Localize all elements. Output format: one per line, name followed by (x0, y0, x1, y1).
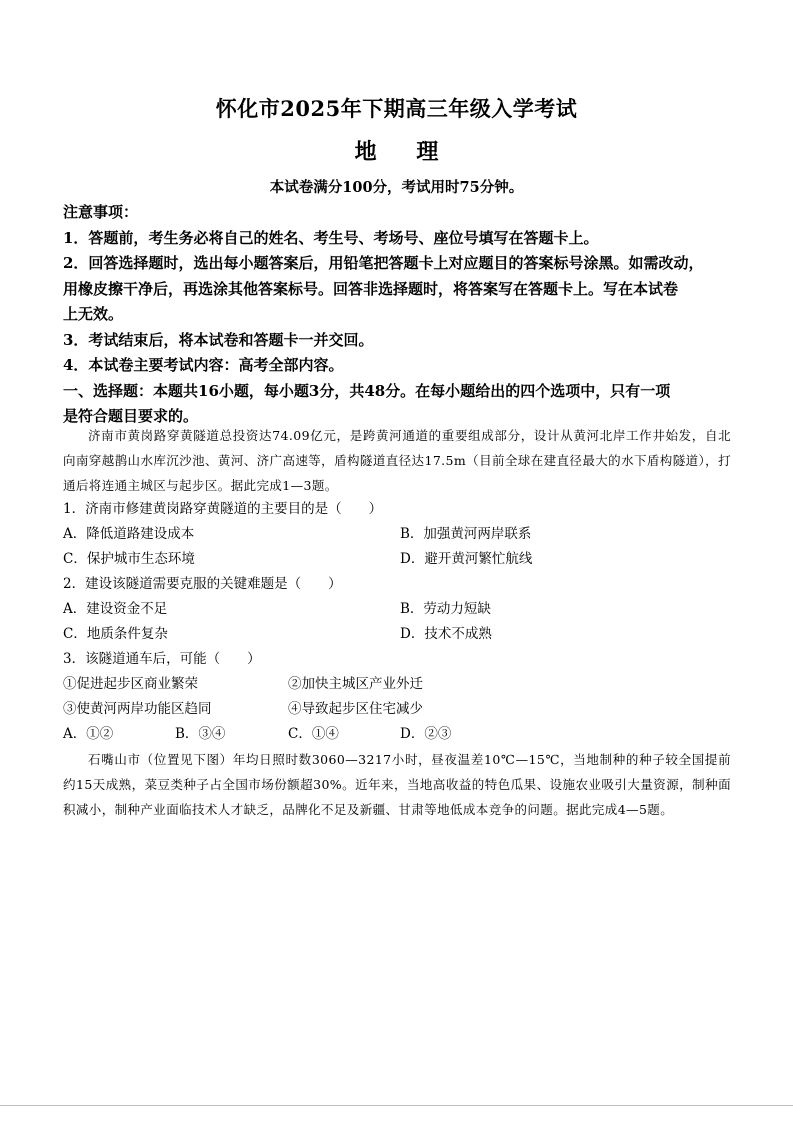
question-1-stem: 1．济南市修建黄岗路穿黄隧道的主要目的是（ ） (63, 501, 383, 517)
question-2-option-d: D．技术不成熟 (400, 626, 492, 642)
question-3-option-d: D．②③ (400, 726, 452, 742)
section-heading-cont: 是符合题目要求的。 (63, 407, 199, 425)
question-2-stem: 2．建设该隧道需要克服的关键难题是（ ） (63, 576, 342, 592)
question-3-stem: 3．该隧道通车后，可能（ ） (63, 651, 261, 667)
question-2-option-c: C．地质条件复杂 (63, 626, 168, 642)
question-3-option-b: B．③④ (175, 726, 226, 742)
question-3-statement-2: ②加快主城区产业外迁 (288, 676, 423, 692)
question-2-option-b: B．劳动力短缺 (400, 601, 491, 617)
question-1-option-b: B．加强黄河两岸联系 (400, 526, 532, 542)
instruction-line: 上无效。 (63, 305, 124, 323)
question-3-statement-3: ③使黄河两岸功能区趋同 (63, 701, 212, 717)
exam-title: 怀化市2025年下期高三年级入学考试 (215, 96, 578, 121)
subject-title: 地 理 (354, 139, 455, 165)
exam-info: 本试卷满分100分，考试用时75分钟。 (269, 179, 524, 196)
question-1-option-a: A．降低道路建设成本 (63, 526, 195, 542)
footer-divider (0, 1105, 793, 1106)
instruction-line: 2．回答选择题时，选出每小题答案后，用铅笔把答题卡上对应题目的答案标号涂黑。如需改动， (63, 254, 704, 272)
instruction-line: 1．答题前，考生务必将自己的姓名、考生号、考场号、座位号填写在答题卡上。 (63, 228, 599, 247)
question-3-statement-1: ①促进起步区商业繁荣 (63, 676, 198, 692)
instruction-line: 4．本试卷主要考试内容：高考全部内容。 (63, 356, 344, 374)
passage-1: 济南市黄岗路穿黄隧道总投资达74.09亿元，是跨黄河通道的重要组成部分，设计从黄河北岸工作井始发，自北向南穿越鹊山水库沉沙池、黄河、济广高速等，盾构隧道直径达17.5m（目前全球在建直径最大的水下盾构隧道），打通后将连通主城区与起步区。据此完成1—3题。 (63, 428, 731, 493)
instruction-line: 3．考试结束后，将本试卷和答题卡一并交回。 (63, 330, 374, 349)
instructions (63, 200, 733, 430)
question-2-option-a: A．建设资金不足 (63, 601, 168, 617)
question-3-option-c: C．①④ (288, 726, 339, 742)
instructions-heading: 注意事项： (63, 203, 139, 221)
section-heading: 一、选择题：本题共16小题，每小题3分，共48分。在每小题给出的四个选项中，只有一项 (63, 381, 671, 400)
instruction-line: 用橡皮擦干净后，再选涂其他答案标号。回答非选择题时，将答案写在答题卡上。写在本试卷 (63, 279, 679, 298)
passage-2: 石嘴山市（位置见下图）年均日照时数3060—3217小时，昼夜温差10℃—15℃，当地制种的种子较全国提前约15天成熟，菜豆类种子占全国市场份额超30%。近年来，当地高收益的特色瓜果、设施农业吸引大量资源，制种面积减小，制种产业面临技术人才缺乏，品牌化不足及新疆、甘肃等地低成本竞争的问题。据此完成4—5题。 (63, 752, 731, 817)
question-3-statement-4: ④导致起步区住宅减少 (288, 701, 423, 717)
question-1-option-d: D．避开黄河繁忙航线 (400, 551, 533, 567)
question-1-option-c: C．保护城市生态环境 (63, 551, 195, 567)
question-3-option-a: A．①② (63, 726, 114, 742)
